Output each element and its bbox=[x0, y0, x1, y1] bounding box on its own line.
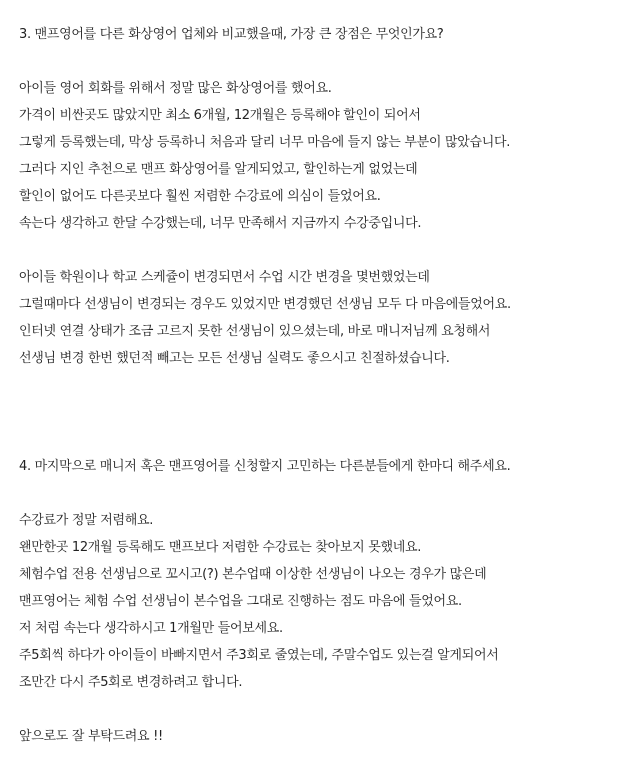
q4-para1-line-1: 수강료가 정말 저렴해요. bbox=[19, 513, 154, 528]
q3-para1-line-6: 속는다 생각하고 한달 수강했는데, 너무 만족해서 지금까지 수강중입니다. bbox=[19, 216, 422, 231]
q4-para1-line-7: 조만간 다시 주5회로 변경하려고 합니다. bbox=[19, 675, 243, 690]
spacer bbox=[19, 48, 639, 75]
q3-para2-line-1: 아이들 학원이나 학교 스케쥴이 변경되면서 수업 시간 변경을 몇번했었는데 bbox=[19, 270, 430, 285]
question-3-heading: 3. 맨프영어를 다른 화상영어 업체와 비교했을때, 가장 큰 장점은 무엇인가요? bbox=[19, 27, 444, 42]
review-document bbox=[19, 21, 639, 750]
q3-para1-line-4: 그러다 지인 추천으로 맨프 화상영어를 알게되었고, 할인하는게 없었는데 bbox=[19, 162, 418, 177]
q4-para1-line-6: 주5회씩 하다가 아이들이 바빠지면서 주3회로 줄였는데, 주말수업도 있는걸 알게되어서 bbox=[19, 648, 499, 663]
q3-para2-line-4: 선생님 변경 한번 했던적 빼고는 모든 선생님 실력도 좋으시고 친절하셨습니다. bbox=[19, 351, 450, 366]
q3-para1-line-3: 그렇게 등록했는데, 막상 등록하니 처음과 달리 너무 마음에 들지 않는 부분이 많았습니다. bbox=[19, 135, 511, 150]
spacer bbox=[19, 696, 639, 723]
closing-line: 앞으로도 잘 부탁드려요 !! bbox=[19, 729, 163, 744]
section-spacer bbox=[19, 372, 639, 453]
q3-para2-line-3: 인터넷 연결 상태가 조금 고르지 못한 선생님이 있으셨는데, 바로 매니저님께 요청해서 bbox=[19, 324, 491, 339]
q3-para1-line-1: 아이들 영어 회화를 위해서 정말 많은 화상영어를 했어요. bbox=[19, 81, 332, 96]
q4-para1-line-5: 저 처럼 속는다 생각하시고 1개월만 들어보세요. bbox=[19, 621, 283, 636]
q4-para1-line-2: 왠만한곳 12개월 등록해도 맨프보다 저렴한 수강료는 찾아보지 못했네요. bbox=[19, 540, 422, 555]
q4-para1-line-3: 체험수업 전용 선생님으로 꼬시고(?) 본수업때 이상한 선생님이 나오는 경우가 많은데 bbox=[19, 567, 487, 582]
q3-para2-line-2: 그럴때마다 선생님이 변경되는 경우도 있었지만 변경했던 선생님 모두 다 마음에들었어요. bbox=[19, 297, 511, 312]
spacer bbox=[19, 237, 639, 264]
question-4-heading: 4. 마지막으로 매니저 혹은 맨프영어를 신청할지 고민하는 다른분들에게 한마디 해주세요. bbox=[19, 459, 511, 474]
q4-para1-line-4: 맨프영어는 체험 수업 선생님이 본수업을 그대로 진행하는 점도 마음에 들었어요. bbox=[19, 594, 462, 609]
q3-para1-line-2: 가격이 비싼곳도 많았지만 최소 6개월, 12개월은 등록해야 할인이 되어서 bbox=[19, 108, 421, 123]
q3-para1-line-5: 할인이 없어도 다른곳보다 훨씬 저렴한 수강료에 의심이 들었어요. bbox=[19, 189, 381, 204]
spacer bbox=[19, 480, 639, 507]
